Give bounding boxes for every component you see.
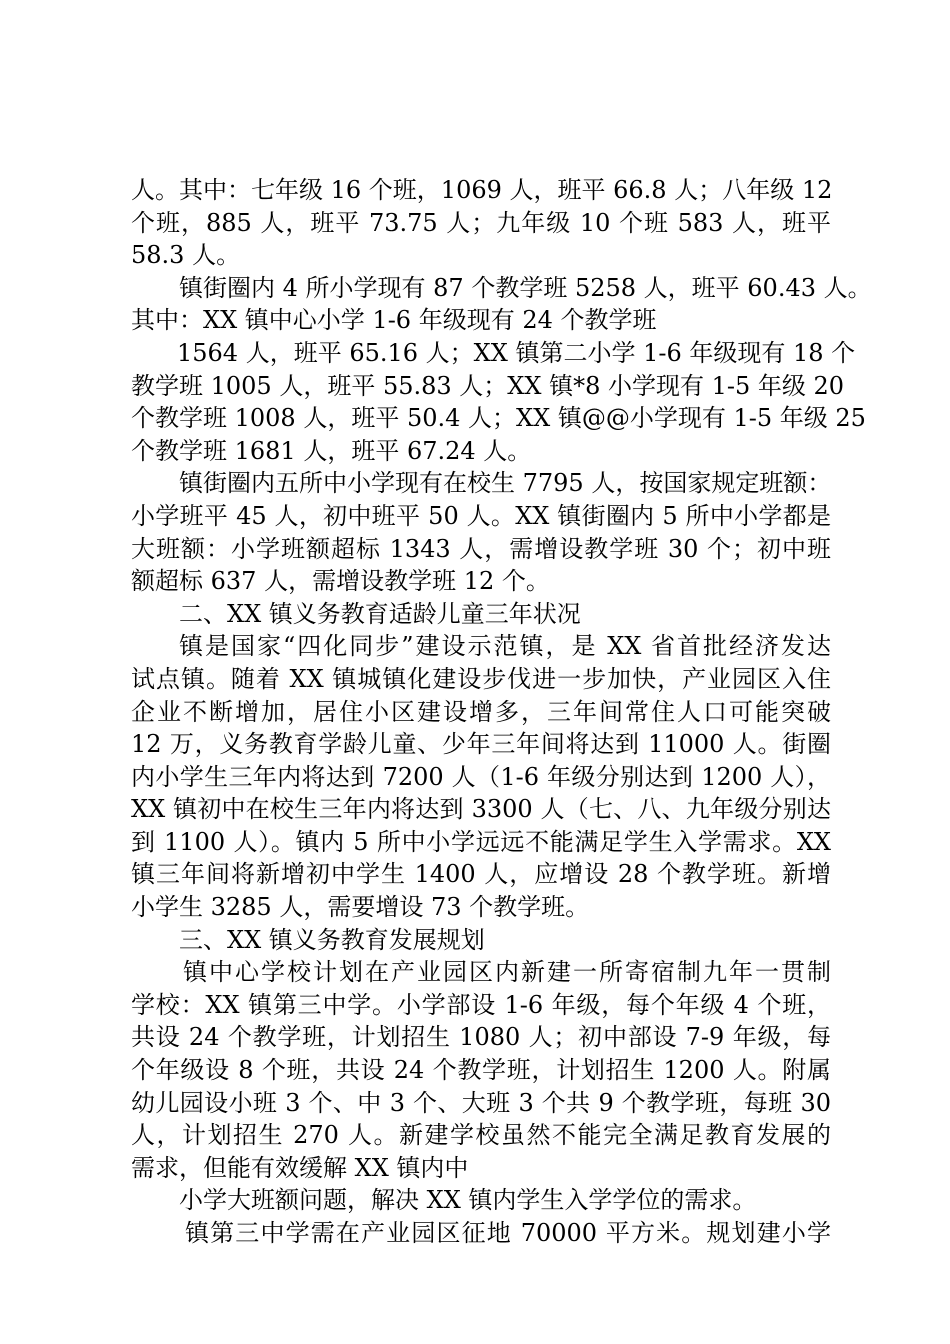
text-line: 镇三年间将新增初中学生 1400 人，应增设 28 个教学班。新增 bbox=[131, 860, 831, 889]
paragraph-first-line: 镇街圈内五所中小学现有在校生 7795 人，按国家规定班额： bbox=[179, 469, 832, 498]
text-line: XX 镇初中在校生三年内将达到 3300 人（七、八、九年级分别达 bbox=[131, 795, 831, 824]
paragraph-first-line: 镇街圈内 4 所小学现有 87 个教学班 5258 人，班平 60.43 人。 bbox=[179, 273, 872, 302]
document-body bbox=[131, 174, 872, 1250]
paragraph-first-line: 镇第三中学需在产业园区征地 70000 平方米。规划建小学 bbox=[185, 1219, 831, 1247]
text-line: 大班额：小学班额超标 1343 人，需增设教学班 30 个；初中班 bbox=[131, 534, 831, 563]
text-line: 共设 24 个教学班，计划招生 1080 人；初中部设 7-9 年级，每 bbox=[131, 1023, 831, 1052]
text-line: 额超标 637 人，需增设教学班 12 个。 bbox=[131, 567, 550, 596]
section-heading: 二、XX 镇义务教育适龄儿童三年状况 bbox=[179, 599, 581, 628]
text-line: 教学班 1005 人，班平 55.83 人；XX 镇*8 小学现有 1-5 年级 20 bbox=[131, 371, 845, 400]
paragraph-first-line: 小学大班额问题，解决 XX 镇内学生入学学位的需求。 bbox=[179, 1186, 757, 1215]
text-line: 个年级设 8 个班，共设 24 个教学班，计划招生 1200 人。附属 bbox=[131, 1056, 831, 1085]
text-line: 学校：XX 镇第三中学。小学部设 1-6 年级，每个年级 4 个班， bbox=[131, 990, 831, 1019]
text-line: 到 1100 人）。镇内 5 所中小学远远不能满足学生入学需求。XX bbox=[131, 827, 831, 856]
text-line: 内小学生三年内将达到 7200 人（1-6 年级分别达到 1200 人）， bbox=[131, 762, 831, 791]
text-line: 幼儿园设小班 3 个、中 3 个、大班 3 个共 9 个教学班，每班 30 bbox=[131, 1088, 831, 1117]
text-line: 企业不断增加，居住小区建设增多，三年间常住人口可能突破 bbox=[131, 697, 831, 726]
text-line: 小学班平 45 人，初中班平 50 人。XX 镇街圈内 5 所中小学都是 bbox=[131, 501, 831, 530]
text-line: 小学生 3285 人，需要增设 73 个教学班。 bbox=[131, 893, 590, 922]
text-line: 个班，885 人，班平 73.75 人；九年级 10 个班 583 人，班平 bbox=[131, 208, 831, 237]
text-line: 人，计划招生 270 人。新建学校虽然不能完全满足教育发展的 bbox=[131, 1121, 831, 1150]
text-line: 58.3 人。 bbox=[131, 241, 241, 270]
text-line: 试点镇。随着 XX 镇城镇化建设步伐进一步加快，产业园区入住 bbox=[131, 664, 831, 693]
section-heading: 三、XX 镇义务教育发展规划 bbox=[179, 925, 485, 954]
paragraph-first-line: 镇中心学校计划在产业园区内新建一所寄宿制九年一贯制 bbox=[183, 958, 831, 987]
text-line: 其中：XX 镇中心小学 1-6 年级现有 24 个教学班 bbox=[131, 306, 657, 335]
paragraph-first-line: 1564 人，班平 65.16 人；XX 镇第二小学 1-6 年级现有 18 个 bbox=[177, 338, 856, 367]
text-line: 个教学班 1681 人，班平 67.24 人。 bbox=[131, 436, 532, 465]
text-line: 需求，但能有效缓解 XX 镇内中 bbox=[131, 1153, 469, 1182]
text-line: 个教学班 1008 人，班平 50.4 人；XX 镇@@小学现有 1-5 年级 25 bbox=[131, 404, 866, 433]
text-line: 人。其中：七年级 16 个班，1069 人，班平 66.8 人；八年级 12 bbox=[131, 176, 833, 204]
paragraph-first-line: 镇是国家“四化同步”建设示范镇，是 XX 省首批经济发达 bbox=[179, 632, 831, 661]
text-line: 12 万，义务教育学龄儿童、少年三年间将达到 11000 人。街圈 bbox=[131, 730, 831, 759]
